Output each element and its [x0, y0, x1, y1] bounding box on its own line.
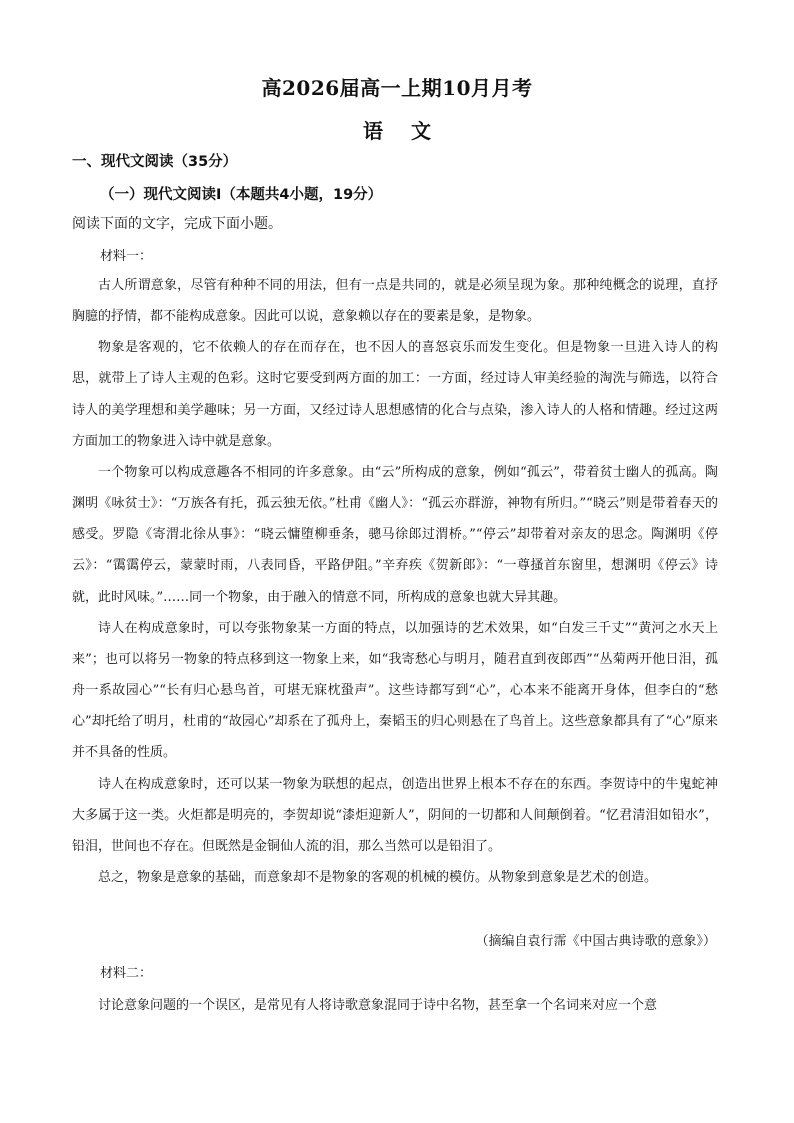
paragraph: 诗人在构成意象时，可以夸张物象某一方面的特点，以加强诗的艺术效果，如“白发三千丈”“黄河之水天上来”；也可以将另一物象的特点移到这一物象上来，如“我寄愁心与明月，随君直到夜郎西”“丛菊两开他日泪，孤舟一系故园心”“长有归心悬鸟首，可堪无寐枕蛩声”。这些诗都写到“心”，心本来不能离开身体，但李白的“愁心”却托给了明月，杜甫的“故园心”却系在了孤舟上，秦韬玉的归心则悬在了鸟首上。这些意象都具有了“心”原来并不具备的性质。: [72, 620, 718, 761]
section-heading: 一、现代文阅读（35分）: [72, 154, 238, 170]
reading-instruction: 阅读下面的文字，完成下面小题。: [72, 216, 282, 232]
paragraph: 诗人在构成意象时，还可以某一物象为联想的起点，创造出世界上根本不存在的东西。李贺诗中的牛鬼蛇神大多属于这一类。火炬都是明亮的，李贺却说“漆炬迎新人”，阴间的一切都和人间颠倒着。“忆君清泪如铅水”，铅泪，世间也不存在。但既然是金铜仙人流的泪，那么当然可以是铅泪了。: [72, 776, 718, 854]
subject-title: 语文: [363, 119, 459, 143]
exam-title: 高2026届高一上期10月月考: [261, 76, 533, 100]
paragraph: 古人所谓意象，尽管有种种不同的用法，但有一点是共同的，就是必须呈现为象。那种纯概念的说理，直抒胸臆的抒情，都不能构成意象。因此可以说，意象赖以存在的要素是象，是物象。: [72, 278, 718, 325]
material-two-body: [72, 990, 718, 1021]
paragraph: 总之，物象是意象的基础，而意象却不是物象的客观的机械的模仿。从物象到意象是艺术的创造。: [98, 869, 658, 885]
material-one-source: （摘编自袁行霈《中国古典诗歌的意象》）: [475, 934, 716, 949]
paragraph: 讨论意象问题的一个误区，是常见有人将诗歌意象混同于诗中名物，甚至拿一个名词来对应一个意: [98, 998, 658, 1013]
paragraph: 物象是客观的，它不依赖人的存在而存在，也不因人的喜怒哀乐而发生变化。但是物象一旦进入诗人的构思，就带上了诗人主观的色彩。这时它要受到两方面的加工：一方面，经过诗人审美经验的淘洗与筛选，以符合诗人的美学理想和美学趣味；另一方面，又经过诗人思想感情的化合与点染，渗入诗人的人格和情趣。经过这两方面加工的物象进入诗中就是意象。: [72, 340, 718, 449]
material-two-label: 材料二：: [100, 966, 153, 981]
material-one-body: [72, 270, 718, 893]
material-one-label: 材料一：: [100, 249, 153, 264]
paragraph: 一个物象可以构成意趣各不相同的许多意象。由“云”所构成的意象，例如“孤云”，带着贫士幽人的孤高。陶渊明《咏贫士》：“万族各有托，孤云独无依。”杜甫《幽人》：“孤云亦群游，神物有所归。”“晓云”则是带着春天的感受。罗隐《寄渭北徐从事》：“晓云慵堕柳垂条，骢马徐郎过渭桥。”“停云”却带着对亲友的思念。陶渊明《停云》：“霭霭停云，蒙蒙时雨，八表同昏，平路伊阻。”辛弃疾《贺新郎》：“一尊搔首东窗里，想渊明《停云》诗就，此时风味。”……同一个物象，由于融入的情意不同，所构成的意象也就大异其趣。: [72, 464, 718, 605]
sub-section-heading: （一）现代文阅读Ⅰ（本题共4小题，19分）: [100, 187, 383, 203]
